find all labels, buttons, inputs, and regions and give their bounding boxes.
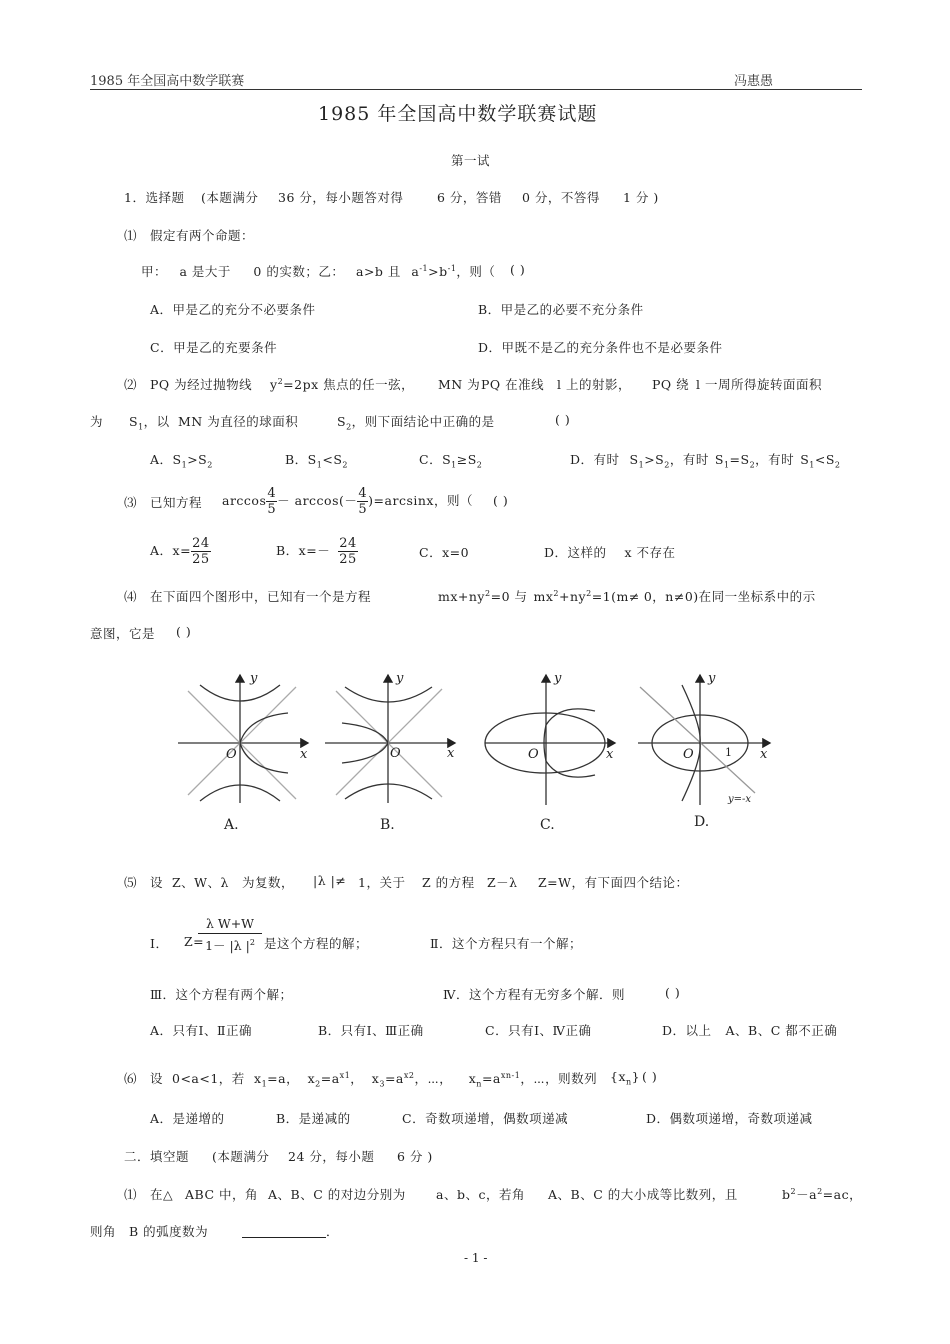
fig-a-label: A.: [224, 817, 239, 833]
q2-option-d: D．有时 $S_1>S_2$，有时 $S_1=S_2$，有时 $S_1<S_2$: [570, 452, 841, 470]
q2-s2-sub: 2: [346, 422, 352, 432]
q2-s1: [129, 412, 170, 432]
q4-figures: [170, 665, 790, 840]
figure-a: [178, 675, 308, 803]
q4-t5: +ny: [559, 589, 587, 604]
q6-x1: x: [254, 1071, 262, 1086]
fig-d-one: 1: [725, 746, 732, 759]
fig-c-o: O: [528, 747, 539, 762]
q6-seq-sub: n: [626, 1077, 632, 1087]
q6-number: ⑹: [124, 1071, 138, 1086]
section1-points-c: 6 分，答错: [437, 190, 502, 205]
q7-number: ⑴: [124, 1187, 138, 1202]
q5-answer-paren: ( ): [665, 985, 681, 1000]
q6-x1-sub: 1: [261, 1079, 268, 1089]
q5-text-1: 设: [150, 875, 164, 890]
q1-jia-label: 甲：: [141, 264, 168, 279]
q1-option-c: C．甲是乙的充要条件: [150, 340, 278, 355]
q6-t12: =a: [481, 1071, 501, 1086]
q6-option-c: C．奇数项递增，偶数项递减: [402, 1111, 569, 1126]
fig-a-x: x: [300, 747, 308, 762]
q3-d-2: x 不存在: [624, 545, 676, 560]
q1-exp1: -1: [419, 263, 429, 273]
q2-b-s: B．S: [285, 452, 317, 467]
q7-b: b: [782, 1187, 791, 1202]
q3-b-num: 24: [339, 536, 357, 551]
q7-text-4: a、b、c，若角: [436, 1187, 525, 1202]
part-heading: 第一试: [451, 153, 491, 168]
q5-text-7: Z－λ: [487, 875, 518, 890]
q2-s2-letter: S: [337, 414, 347, 429]
q6-t6: =a: [320, 1071, 340, 1086]
q6-exp-x2: x: [403, 1070, 409, 1080]
q1-jia-c: a>b 且: [356, 264, 401, 279]
q4-t7: 0，n≠: [643, 589, 685, 604]
q2-d-1: D．有时: [570, 452, 620, 467]
q5-option-a: A．只有Ⅰ、Ⅱ正确: [150, 1023, 252, 1038]
q1-number: ⑴: [124, 228, 138, 243]
q2-d-5: ，有时: [755, 452, 795, 467]
q4-sq1: 2: [485, 588, 491, 598]
q3-arccos: arccos: [222, 493, 267, 508]
fig-c-y: y: [554, 671, 562, 686]
q5-text-11: 是这个方程的解；: [264, 936, 369, 951]
q7-text-1: 在△: [150, 1187, 174, 1202]
q2-y: y: [270, 377, 278, 392]
q2-text-3: =2px 焦点的任一弦，: [283, 377, 415, 392]
q3-frac-2-num: 4: [358, 486, 368, 501]
section2-points-b: 24 分，每小题: [288, 1149, 375, 1164]
q2-sq: 2: [277, 376, 284, 386]
q4-answer-paren: ( ): [176, 624, 192, 639]
q6-seq-name: [610, 1069, 640, 1087]
fig-a-o: O: [226, 747, 237, 762]
q2-d-sub2: 2: [664, 460, 670, 470]
q1-option-d: D．甲既不是乙的充分条件也不是必要条件: [478, 340, 723, 355]
fig-d-label: D.: [694, 814, 710, 830]
q1-exp2: -1: [447, 263, 457, 273]
q2-text-8: l 一周所得旋转面面积: [696, 377, 822, 392]
q7-text-2: ABC 中，角: [185, 1187, 258, 1202]
q2-b-rel: <S: [322, 452, 343, 467]
q2-text-4: MN 为: [438, 377, 481, 392]
q1-text: 假定有两个命题：: [150, 228, 255, 243]
section1-heading: 1．选择题: [124, 190, 185, 205]
q2-d-2: >S: [644, 452, 665, 467]
fig-b-label: B.: [380, 817, 395, 833]
q5-frac-den: 1－ |λ |: [205, 938, 250, 953]
fig-d-y: y: [708, 671, 716, 686]
q1-jia-f: >b: [428, 264, 448, 279]
header-left: 1985 年全国高中数学联赛: [90, 74, 245, 89]
page-number: - 1 -: [464, 1251, 488, 1265]
q5-frac-num: λ W+W: [198, 916, 262, 934]
q3-b-text: B．x=－: [276, 543, 331, 558]
q2-c-rel: ≥S: [456, 452, 477, 467]
q2-s1-letter: S: [129, 414, 139, 429]
fig-c-x: x: [606, 747, 614, 762]
q7-eq: [782, 1185, 862, 1203]
q4-text-1: 在下面四个图形中，已知有一个是方程: [150, 589, 372, 604]
q6-t9: =a: [384, 1071, 404, 1086]
q6-t4: =a，: [267, 1071, 300, 1086]
q2-text-9: 为: [90, 414, 104, 429]
q1-jia-h: ，则（: [456, 264, 496, 279]
q5-d-1: D．以上: [662, 1023, 712, 1038]
q5-frac-den-sq: 2: [249, 937, 255, 947]
fig-d-o: O: [683, 747, 694, 762]
q1-jia-d: a: [411, 264, 420, 279]
q3-option-c: C．x=0: [419, 545, 470, 560]
q2-text-1: PQ 为经过抛物线: [150, 377, 253, 392]
q4-t2: mx+ny: [438, 589, 485, 604]
q2-d-sub5: 1: [809, 460, 815, 470]
section2-heading: 二．填空题: [124, 1149, 190, 1164]
q5-roman-2: Ⅱ．这个方程只有一个解；: [430, 936, 582, 951]
q3-a-den: 25: [192, 552, 210, 567]
q7-b-sq: 2: [790, 1186, 797, 1196]
q1-jia-b: 0 的实数；乙：: [253, 264, 345, 279]
q3-text-4: )=arcsinx，则（: [368, 493, 473, 508]
fig-d-x: x: [760, 747, 768, 762]
q6-text-2: 0<a<1，若: [172, 1071, 245, 1086]
q1-jia-a: a 是大于: [179, 264, 231, 279]
q6-text-1: 设: [150, 1071, 164, 1086]
q7-text-9: 则角: [90, 1224, 117, 1239]
q3-answer-paren: ( ): [493, 493, 509, 508]
q2-d-sub4: 2: [749, 460, 756, 470]
q3-d-1: D．这样的: [544, 545, 607, 560]
q6-sequence: [254, 1069, 597, 1089]
q7-answer-blank[interactable]: [242, 1237, 326, 1238]
q6-t10: ，⋯，: [414, 1071, 453, 1086]
q2-text-7: PQ 绕: [652, 377, 690, 392]
q7-ac: =ac，: [822, 1187, 863, 1202]
q7-text-3: A、B、C 的对边分别为: [268, 1187, 406, 1202]
q5-option-b: B．只有Ⅰ、Ⅲ正确: [318, 1023, 424, 1038]
q2-number: ⑵: [124, 377, 138, 392]
q2-option-a: [150, 450, 213, 470]
q1-yi: [356, 262, 495, 280]
q6-answer-paren: ( ): [642, 1069, 658, 1084]
q7-a-sq: 2: [817, 1186, 823, 1196]
header-rule: [90, 89, 862, 90]
section1-points-e: 1 分 ): [623, 190, 659, 205]
q5-text-6: Z 的方程: [422, 875, 475, 890]
q2-text-14: ，则下面结论中正确的是: [351, 414, 495, 429]
q4-t3: =0 与: [490, 589, 528, 604]
q6-exp-x1: x: [339, 1070, 345, 1080]
q2-text-12: MN 为直径的球面积: [178, 414, 299, 429]
q3-a-num: 24: [192, 536, 210, 551]
q6-t14: {x: [610, 1069, 627, 1084]
q3-text-1: 已知方程: [150, 495, 203, 510]
q6-xn-sub: n: [476, 1079, 482, 1089]
q6-option-d: D．偶数项递增，奇数项递减: [646, 1111, 813, 1126]
q2-c-sub1: 1: [451, 460, 457, 470]
q3-text-3: － arccos(－: [277, 493, 358, 508]
q2-a-sub1: 1: [181, 460, 188, 470]
q5-fraction: [198, 916, 262, 954]
q5-number: ⑸: [124, 875, 138, 890]
q2-b-sub1: 1: [316, 460, 323, 470]
q1-answer-paren: ( ): [510, 262, 526, 277]
q2-d-3: ，有时: [669, 452, 709, 467]
q4-sq2: 2: [553, 588, 559, 598]
q3-option-a: [150, 533, 211, 569]
q5-roman-1: Ⅰ．: [150, 936, 169, 951]
q7-text-10: B 的弧度数为: [129, 1224, 209, 1239]
q2-text-6: l 上的射影，: [557, 377, 631, 392]
q3-frac-2: [357, 486, 368, 517]
section1-points-d: 0 分，不答得: [522, 190, 600, 205]
q3-frac-1: [266, 486, 277, 517]
q2-b-sub2: 2: [342, 460, 348, 470]
q7-a: －a: [796, 1187, 818, 1202]
q2-a-rel: >S: [187, 452, 208, 467]
fig-c-label: C.: [540, 817, 555, 833]
header-right: 冯惠愚: [734, 74, 774, 89]
q6-x3: x: [371, 1071, 380, 1086]
q2-d-sub3: 1: [723, 460, 730, 470]
q6-exp-x2-sub: 2: [408, 1070, 415, 1080]
q5-text-8: Z=W，有下面四个结论：: [538, 875, 689, 890]
q3-option-d: [544, 543, 676, 561]
q5-text-2: Z、W、λ: [172, 875, 229, 890]
q6-x2: x: [307, 1071, 316, 1086]
section2-points-c: 6 分 ): [397, 1149, 433, 1164]
q3-frac-1-num: 4: [267, 486, 277, 501]
q2-s2: [337, 412, 495, 432]
q6-x3-sub: 3: [379, 1079, 385, 1089]
q3-frac-1-den: 5: [267, 502, 277, 517]
q6-option-b: B．是递减的: [276, 1111, 351, 1126]
figure-b: [325, 675, 455, 803]
figure-c: [485, 675, 615, 805]
q3-equation: [222, 483, 473, 519]
page-title: 1985 年全国高中数学联赛试题: [318, 103, 598, 125]
section2-points-a: (本题满分: [212, 1149, 270, 1164]
q7-text-5: A、B、C 的大小成等比数列，且: [548, 1187, 738, 1202]
section1-points-a: (本题满分: [201, 190, 259, 205]
q6-exp-xn: x: [500, 1070, 506, 1080]
q1-jia: [141, 262, 344, 280]
q2-a-sub2: 2: [207, 460, 213, 470]
q3-b-frac: [338, 536, 358, 567]
q4-sq3: 2: [586, 588, 592, 598]
q3-option-b: [276, 533, 358, 569]
q6-t15: }: [631, 1069, 641, 1084]
fig-b-x: x: [447, 746, 455, 761]
q2-option-b: [285, 450, 348, 470]
q4-number: ⑷: [124, 589, 138, 604]
q4-equations: [438, 587, 816, 605]
q3-number: ⑶: [124, 495, 138, 510]
q4-text-9: 意图，它是: [90, 626, 156, 641]
q6-exp-xn-sub: n-1: [505, 1070, 521, 1080]
q5-text-4: |λ |≠: [313, 873, 347, 888]
fig-a-y: y: [250, 671, 258, 686]
section1-points-b: 36 分，每小题答对得: [278, 190, 404, 205]
q4-t8: 0)在同一坐标系中的示: [684, 589, 816, 604]
q2-c-s: C．S: [419, 452, 452, 467]
q6-t7: ，: [350, 1071, 364, 1086]
q2-c-sub2: 2: [476, 460, 483, 470]
q6-exp-x1-sub: 1: [344, 1070, 351, 1080]
q2-s1-sub: 1: [138, 422, 144, 432]
q6-x2-sub: 2: [315, 1079, 321, 1089]
figure-d: [638, 675, 770, 805]
q5-z-eq: Z=: [184, 934, 205, 949]
q5-text-3: 为复数，: [242, 875, 295, 890]
fig-b-y: y: [396, 671, 404, 686]
q1-option-b: B．甲是乙的必要不充分条件: [478, 302, 644, 317]
q5-option-c: C．只有Ⅰ、Ⅳ正确: [485, 1023, 592, 1038]
q2-parabola: [270, 375, 414, 393]
q4-t4: mx: [533, 589, 554, 604]
q6-xn: x: [468, 1071, 477, 1086]
q3-b-den: 25: [339, 552, 357, 567]
q5-option-d: [662, 1021, 837, 1039]
q2-d-4: =S: [729, 452, 750, 467]
q5-d-2: A、B、C 都不正确: [725, 1023, 838, 1038]
q2-d-sub6: 2: [834, 460, 841, 470]
fig-b-o: O: [390, 746, 401, 761]
q2-d-6: <S: [814, 452, 835, 467]
q4-t6: =1(m≠: [591, 589, 640, 604]
q2-d-sub1: 1: [638, 460, 645, 470]
q2-answer-paren: ( ): [555, 412, 571, 427]
q7-text-11: ．: [326, 1224, 340, 1239]
q3-a-frac: [191, 536, 211, 567]
q2-option-c: [419, 450, 482, 470]
q2-text-5: PQ 在准线: [481, 377, 545, 392]
q6-t13: ，⋯，则数列: [520, 1071, 598, 1086]
q2-a-s: A．S: [150, 452, 182, 467]
q2-text-11: ，以: [143, 414, 170, 429]
q3-a-text: A．x=: [150, 543, 192, 558]
q6-option-a: A．是递增的: [150, 1111, 225, 1126]
q3-frac-2-den: 5: [358, 502, 368, 517]
q5-roman-3: Ⅲ．这个方程有两个解；: [150, 987, 293, 1002]
q5-roman-4: Ⅳ．这个方程有无穷多个解．则: [443, 987, 625, 1002]
fig-d-line-label: y=-x: [728, 794, 752, 805]
q5-text-5: 1，关于: [358, 875, 406, 890]
q1-option-a: A．甲是乙的充分不必要条件: [150, 302, 316, 317]
